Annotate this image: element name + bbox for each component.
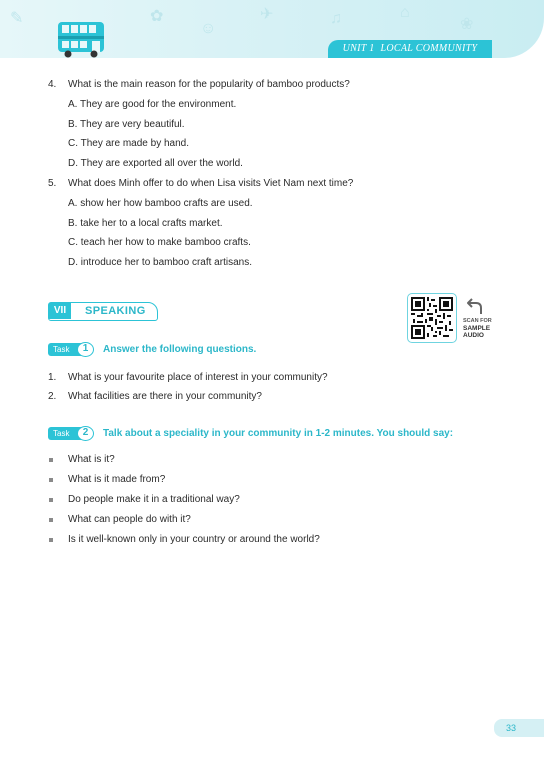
section-title: SPEAKING <box>85 305 146 317</box>
question-text: What is your favourite place of interest in your community? <box>68 372 328 383</box>
question-number: 4. <box>48 79 57 90</box>
task-instruction: Talk about a speciality in your community in 1-2 minutes. You should say: <box>103 428 454 439</box>
task-number: 1 <box>77 342 94 357</box>
qr-code[interactable] <box>407 293 457 343</box>
task-badge <box>48 426 96 441</box>
return-arrow-icon <box>466 297 484 315</box>
section-number: VII <box>49 303 71 319</box>
page-header <box>0 0 544 58</box>
bullet-icon <box>49 478 53 482</box>
unit-title: LOCAL COMMUNITY <box>380 43 478 54</box>
task-instruction: Answer the following questions. <box>103 344 257 355</box>
bullet-icon <box>49 518 53 522</box>
bullet-icon <box>49 538 53 542</box>
page-number: 33 <box>494 719 544 737</box>
answer-option: B. take her to a local crafts market. <box>68 218 223 229</box>
list-item: Do people make it in a traditional way? <box>68 494 240 505</box>
question-text: What does Minh offer to do when Lisa visits Viet Nam next time? <box>68 178 354 189</box>
answer-option: B. They are very beautiful. <box>68 119 185 130</box>
list-item: What is it? <box>68 454 115 465</box>
doodle-icon: ✈ <box>260 6 274 23</box>
answer-option: D. They are exported all over the world. <box>68 158 243 169</box>
scan-label-line: SAMPLE <box>463 325 491 332</box>
doodle-icon: ⌂ <box>400 4 410 21</box>
doodle-icon: ✿ <box>150 8 164 25</box>
list-item: What can people do with it? <box>68 514 191 525</box>
answer-option: D. introduce her to bamboo craft artisans. <box>68 257 252 268</box>
question-number: 1. <box>48 372 57 383</box>
list-item: What is it made from? <box>68 474 166 485</box>
scan-label-line: AUDIO <box>463 332 484 339</box>
task-label: Task <box>48 343 84 356</box>
answer-option: A. show her how bamboo crafts are used. <box>68 198 253 209</box>
doodle-icon: ☺ <box>200 20 217 37</box>
question-text: What is the main reason for the popularity of bamboo products? <box>68 79 350 90</box>
question-number: 2. <box>48 391 57 402</box>
doodle-icon: ✎ <box>10 10 24 27</box>
unit-tab <box>328 40 492 58</box>
task-badge <box>48 342 96 357</box>
scan-label <box>463 318 497 339</box>
scan-label-line: SCAN FOR <box>463 318 492 324</box>
doodle-icon: ♫ <box>330 10 342 27</box>
answer-option: C. They are made by hand. <box>68 138 189 149</box>
doodle-icon: ❀ <box>460 16 474 33</box>
section-badge <box>48 302 158 321</box>
bullet-icon <box>49 498 53 502</box>
question-text: What facilities are there in your community? <box>68 391 262 402</box>
qr-code-icon <box>411 297 453 339</box>
task-number: 2 <box>77 426 94 441</box>
list-item: Is it well-known only in your country or around the world? <box>68 534 320 545</box>
bus-icon <box>56 18 106 58</box>
bullet-icon <box>49 458 53 462</box>
answer-option: C. teach her how to make bamboo crafts. <box>68 237 251 248</box>
question-number: 5. <box>48 178 57 189</box>
task-label: Task <box>48 427 84 440</box>
unit-label: UNIT 1 <box>342 43 375 54</box>
answer-option: A. They are good for the environment. <box>68 99 237 110</box>
